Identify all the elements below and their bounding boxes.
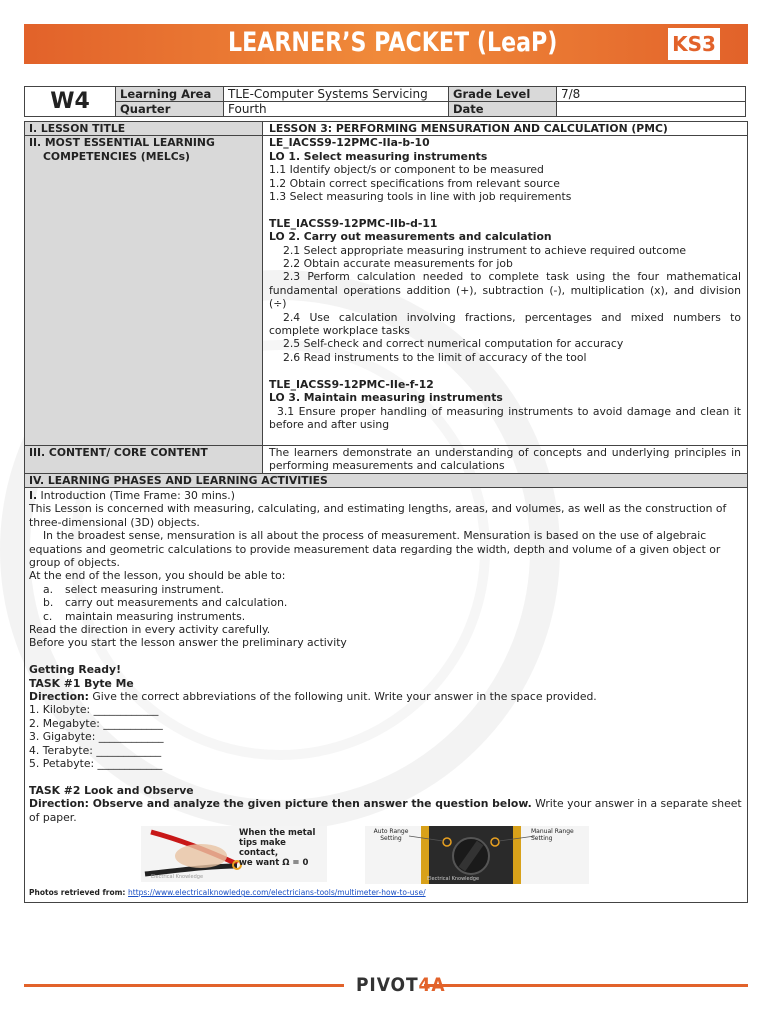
direction-text: Give the correct abbreviations of the following unit. Write your answer in the space provided. bbox=[89, 690, 597, 703]
lo2-item: 2.6 Read instruments to the limit of accuracy of the tool bbox=[283, 350, 587, 364]
manual-range-line-1: Manual Range bbox=[531, 828, 574, 836]
phases-heading: IV. LEARNING PHASES AND LEARNING ACTIVITIES bbox=[25, 474, 747, 488]
auto-range-line-2: Setting bbox=[380, 835, 402, 843]
task1-item[interactable]: 2. Megabyte: ___________ bbox=[29, 716, 163, 730]
intro-letter: I. bbox=[29, 488, 38, 502]
content-row bbox=[25, 446, 747, 474]
direction-label: Direction: bbox=[29, 690, 89, 703]
lesson-table bbox=[24, 121, 748, 903]
task1-direction bbox=[29, 690, 743, 703]
intro-paragraph: This Lesson is concerned with measuring, calculating, and estimating lengths, areas, and volumes, as well as the construction of three-dimensional (3D) objects. bbox=[29, 502, 727, 529]
pivot-logo-4a: 4A bbox=[418, 974, 446, 996]
objective-text: carry out measurements and calculation. bbox=[65, 596, 288, 610]
direction-text-bold: Observe and analyze the given picture then answer the question below. bbox=[89, 797, 532, 811]
credit-label: Photos retrieved from: bbox=[29, 888, 129, 898]
lo2-item: 2.5 Self-check and correct numerical computation for accuracy bbox=[283, 337, 624, 351]
preliminary-note: Before you start the lesson answer the preliminary activity bbox=[29, 636, 347, 650]
objective-item bbox=[29, 596, 743, 609]
photo-credit bbox=[29, 888, 743, 898]
lo3-title: LO 3. Maintain measuring instruments bbox=[269, 391, 503, 405]
lo2-item: 2.2 Obtain accurate measurements for job bbox=[283, 257, 513, 271]
multimeter-photo bbox=[365, 826, 589, 884]
objective-marker: a. bbox=[43, 582, 54, 596]
probe-photo-logo: Electrical Knowledge bbox=[151, 874, 204, 881]
lesson-title-label: I. LESSON TITLE bbox=[25, 122, 263, 135]
lo3-code: TLE_IACSS9-12PMC-IIe-f-12 bbox=[269, 377, 434, 391]
date-label: Date bbox=[449, 102, 557, 117]
intro-rest: Introduction (Time Frame: 30 mins.) bbox=[37, 488, 235, 502]
lo2-item: 2.4 Use calculation involving fractions, percentages and mixed numbers to complete workplace tasks bbox=[269, 310, 741, 338]
learning-area-label: Learning Area bbox=[116, 87, 224, 102]
melcs-label bbox=[25, 136, 263, 444]
objective-marker: b. bbox=[43, 596, 54, 610]
phases-body bbox=[25, 488, 747, 902]
manual-range-caption bbox=[531, 828, 587, 842]
page-title: LEARNER’S PACKET (LeaP) bbox=[228, 27, 558, 58]
probe-caption-line-3: we want Ω = 0 bbox=[239, 858, 309, 869]
direction-text: Write your answer in a separate sheet of paper. bbox=[29, 797, 742, 824]
auto-range-line-1: Auto Range bbox=[373, 828, 409, 836]
objective-item bbox=[29, 583, 743, 596]
task2-direction bbox=[29, 797, 743, 824]
lo2-item: 2.3 Perform calculation needed to complete task using the four mathematical fundamental operations addition (+), subtraction (-), multiplication (x), and division (÷) bbox=[269, 270, 741, 311]
lo1-item: 1.3 Select measuring tools in line with job requirements bbox=[269, 190, 572, 204]
task1-item[interactable]: 4. Terabyte: ____________ bbox=[29, 743, 162, 757]
lo2-item: 2.1 Select appropriate measuring instrument to achieve required outcome bbox=[283, 243, 686, 257]
task1-item[interactable]: 3. Gigabyte: ____________ bbox=[29, 730, 164, 744]
objectives-intro: At the end of the lesson, you should be able to: bbox=[29, 569, 286, 583]
pivot-logo-text: PIVOT bbox=[356, 974, 419, 996]
lo1-code: LE_IACSS9-12PMC-IIa-b-10 bbox=[269, 136, 430, 150]
objective-marker: c. bbox=[43, 609, 53, 623]
melcs-content bbox=[263, 136, 747, 444]
content-label: III. CONTENT/ CORE CONTENT bbox=[25, 446, 263, 473]
learning-area-value: TLE-Computer Systems Servicing bbox=[224, 87, 449, 102]
lo2-title: LO 2. Carry out measurements and calculation bbox=[269, 230, 552, 244]
quarter-label: Quarter bbox=[116, 102, 224, 117]
probe-caption-line-2: tips make contact, bbox=[239, 838, 286, 859]
multimeter-photo-logo: Electrical Knowledge bbox=[427, 876, 480, 883]
key-stage-badge: KS3 bbox=[668, 28, 720, 60]
probe-caption-line-1: When the metal bbox=[239, 828, 316, 839]
task1-item[interactable]: 5. Petabyte: ____________ bbox=[29, 757, 163, 771]
task1-title: TASK #1 Byte Me bbox=[29, 676, 134, 690]
lo1-item: 1.1 Identify object/s or component to be measured bbox=[269, 163, 544, 177]
probe-caption bbox=[239, 828, 327, 868]
grade-level-label: Grade Level bbox=[449, 87, 557, 102]
probe-photo bbox=[141, 826, 327, 882]
info-table bbox=[24, 86, 746, 117]
lo1-item: 1.2 Obtain correct specifications from relevant source bbox=[269, 176, 560, 190]
mensuration-paragraph: In the broadest sense, mensuration is all about the process of measurement. Mensuration is based on the use of algebraic equations and geometric calculations to provide measurement data regarding the width, depth and volume of a given object or group of objects. bbox=[29, 529, 721, 569]
manual-range-line-2: Setting bbox=[531, 835, 553, 843]
credit-link[interactable]: https://www.electricalknowledge.com/electricians-tools/multimeter-how-to-use/ bbox=[128, 888, 426, 898]
objective-item bbox=[29, 610, 743, 623]
footer-line-left bbox=[24, 984, 344, 987]
task2-title: TASK #2 Look and Observe bbox=[29, 783, 194, 797]
multimeter-photos bbox=[141, 826, 743, 888]
pivot-logo bbox=[356, 974, 445, 996]
date-value[interactable] bbox=[557, 102, 746, 117]
intro-heading bbox=[29, 489, 743, 502]
direction-label: Direction: bbox=[29, 797, 89, 811]
getting-ready-heading: Getting Ready! bbox=[29, 663, 121, 677]
content-value: The learners demonstrate an understanding of concepts and underlying principles in performing measurements and calculations bbox=[269, 445, 741, 473]
quarter-value: Fourth bbox=[224, 102, 449, 117]
lo2-code: TLE_IACSS9-12PMC-IIb-d-11 bbox=[269, 216, 438, 230]
lo3-item: 3.1 Ensure proper handling of measuring instruments to avoid damage and clean it before and after using bbox=[269, 404, 741, 431]
melcs-label-line-2: COMPETENCIES (MELCs) bbox=[43, 149, 190, 163]
objective-text: maintain measuring instruments. bbox=[65, 609, 246, 623]
lesson-title-value: LESSON 3: PERFORMING MENSURATION AND CALCULATION (PMC) bbox=[269, 122, 668, 135]
task1-item[interactable]: 1. Kilobyte: ____________ bbox=[29, 703, 159, 717]
read-direction-note: Read the direction in every activity carefully. bbox=[29, 622, 271, 636]
melcs-label-line-1: II. MOST ESSENTIAL LEARNING bbox=[29, 136, 215, 150]
grade-level-value: 7/8 bbox=[557, 87, 746, 102]
lesson-title-row bbox=[25, 122, 747, 136]
lo1-title: LO 1. Select measuring instruments bbox=[269, 149, 488, 163]
objective-text: select measuring instrument. bbox=[65, 582, 224, 596]
auto-range-caption bbox=[367, 828, 415, 842]
footer-line-right bbox=[424, 984, 748, 987]
week-label: W4 bbox=[25, 87, 116, 117]
melcs-row bbox=[25, 136, 747, 445]
